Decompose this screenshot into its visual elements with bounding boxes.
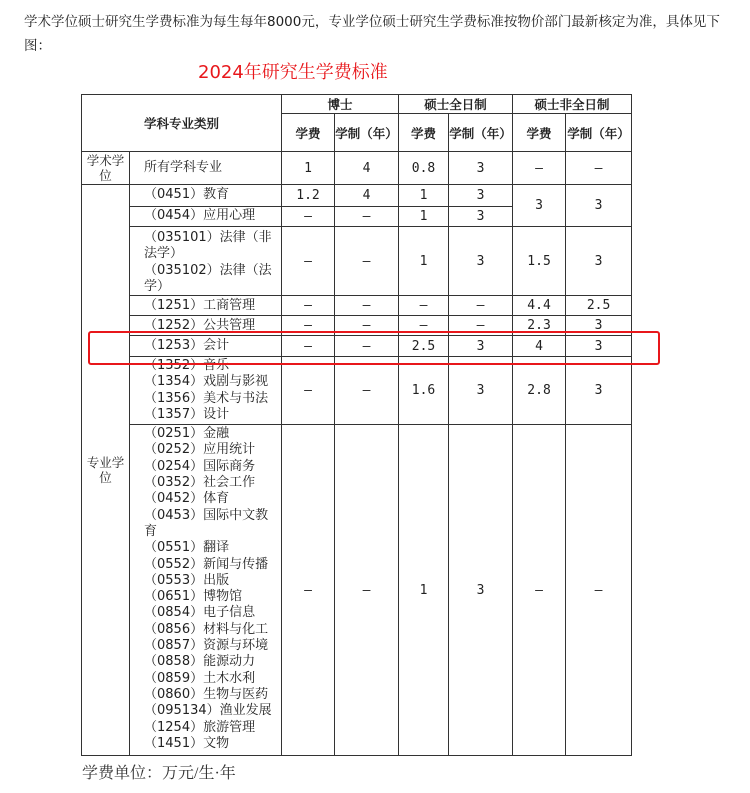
program-cell: （0451）教育 [130,185,282,207]
program-name: （0859）土木水利 [144,670,256,686]
header-fee: 学费 [282,114,335,152]
program-name: （1356）美术与书法 [144,390,269,406]
program-name: （035102）法律（法学） [144,262,272,294]
program-name: （0857）资源与环境 [144,638,269,654]
program-name: （0252）应用统计 [144,442,256,458]
value-cell: 4.4 [513,296,566,316]
program-name: （0254）国际商务 [144,458,256,474]
value-cell: 3 [566,357,632,425]
value-cell: 1 [399,207,449,227]
value-cell: 2.5 [566,296,632,316]
header-years: 学制（年） [449,114,513,152]
value-cell: 1 [399,227,449,296]
unit-note: 学费单位：万元/生·年 [82,765,236,782]
value-cell: 1.5 [513,227,566,296]
value-cell: 4 [335,185,399,207]
program-name: （0651）博物馆 [144,589,243,605]
header-group-doctor: 博士 [282,95,399,114]
value-cell: 3 [566,316,632,336]
header-group-fulltime: 硕士全日制 [399,95,513,114]
header-years: 学制（年） [335,114,399,152]
program-cell: （1253）会计 [130,336,282,357]
program-name: （0452）体育 [144,491,230,507]
value-cell: — [335,296,399,316]
program-cell [130,425,282,756]
value-cell: — [282,296,335,316]
value-cell: — [566,425,632,756]
value-cell: — [282,425,335,756]
value-cell: 3 [449,185,513,207]
value-cell: — [335,425,399,756]
program-cell: （1251）工商管理 [130,296,282,316]
header-fee: 学费 [399,114,449,152]
program-name: （1254）旅游管理 [144,719,256,735]
value-cell: 3 [449,336,513,357]
value-cell: 1 [399,185,449,207]
value-cell: — [282,316,335,336]
value-cell: — [513,152,566,185]
value-cell: — [513,425,566,756]
value-cell: 1 [282,152,335,185]
program-cell: （1252）公共管理 [130,316,282,336]
value-cell: 3 [449,425,513,756]
value-cell: — [335,207,399,227]
program-name: （1451）文物 [144,735,230,751]
value-cell: 1.6 [399,357,449,425]
program-name: （035101）法律（非法学） [144,230,272,262]
header-category: 学科专业类别 [82,95,282,152]
program-cell: 所有学科专业 [130,152,282,185]
program-cell [130,227,282,296]
value-cell: 1 [399,425,449,756]
value-cell: — [335,357,399,425]
value-cell: 4 [513,336,566,357]
value-cell: 3 [449,207,513,227]
value-cell: 1.2 [282,185,335,207]
value-cell-merged: 3 [513,185,566,227]
value-cell: — [449,296,513,316]
value-cell: 3 [449,227,513,296]
value-cell: 2.8 [513,357,566,425]
value-cell: 2.5 [399,336,449,357]
tuition-table [81,94,632,756]
program-name: （1354）戏剧与影视 [144,374,269,390]
value-cell: — [449,316,513,336]
value-cell: — [282,227,335,296]
program-name: （0352）社会工作 [144,475,256,491]
header-fee: 学费 [513,114,566,152]
program-name: （0552）新闻与传播 [144,556,269,572]
header-group-parttime: 硕士非全日制 [513,95,632,114]
table-title: 2024年研究生学费标准 [198,62,388,83]
value-cell: — [335,316,399,336]
value-cell: — [282,336,335,357]
value-cell: — [566,152,632,185]
professional-label: 专业学位 [82,185,130,756]
program-name: （1357）设计 [144,407,230,423]
program-name: （0860）生物与医药 [144,686,269,702]
program-name: （0251）金融 [144,426,230,442]
value-cell: — [335,227,399,296]
value-cell: — [282,357,335,425]
academic-label: 学术学位 [82,152,130,185]
value-cell: — [282,207,335,227]
header-years: 学制（年） [566,114,632,152]
value-cell: — [399,316,449,336]
value-cell: 0.8 [399,152,449,185]
value-cell: 2.3 [513,316,566,336]
program-name: （0858）能源动力 [144,654,256,670]
value-cell: — [399,296,449,316]
program-name: （1352）音乐 [144,358,230,374]
intro-paragraph: 学术学位硕士研究生学费标准为每生每年8000元，专业学位硕士研究生学费标准按物价部门最新核定为准，具体见下图： [24,14,720,54]
program-name: （0854）电子信息 [144,605,256,621]
value-cell: 4 [335,152,399,185]
program-name: （0453）国际中文教育 [144,507,269,539]
value-cell: — [335,336,399,357]
value-cell: 3 [566,336,632,357]
program-cell: （0454）应用心理 [130,207,282,227]
value-cell: 3 [449,152,513,185]
value-cell: 3 [449,357,513,425]
program-name: （095134）渔业发展 [144,703,272,719]
program-name: （0551）翻译 [144,540,230,556]
program-cell [130,357,282,425]
program-name: （0856）材料与化工 [144,621,269,637]
value-cell-merged: 3 [566,185,632,227]
value-cell: 3 [566,227,632,296]
program-name: （0553）出版 [144,572,230,588]
